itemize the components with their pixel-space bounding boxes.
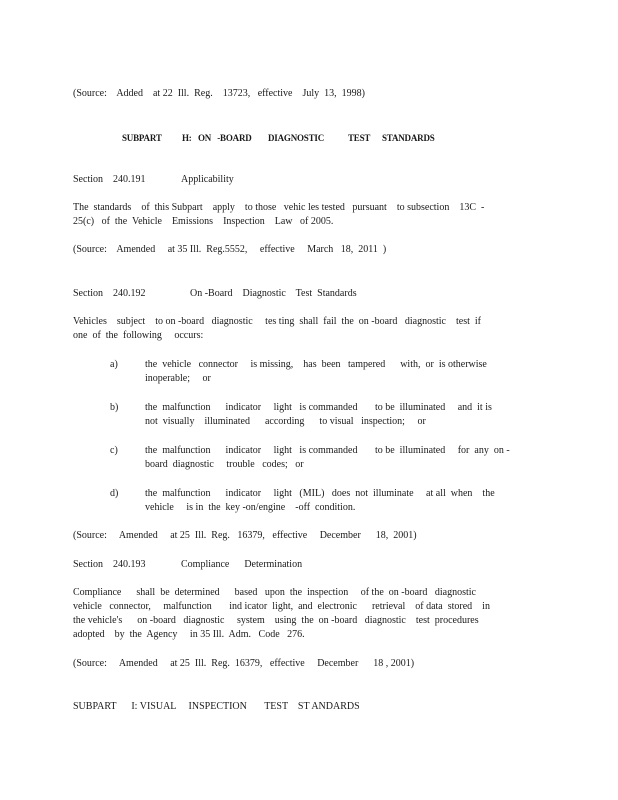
section-title: On -Board Diagnostic Test Standards [190, 288, 357, 299]
list-item-label: a) [110, 359, 118, 370]
source-note-subpart-g: (Source: Added at 22 Ill. Reg. 13723, effective July 13, 1998) [73, 88, 365, 99]
list-item-line: inoperable; or [145, 373, 211, 384]
list-item-line: the malfunction indicator light is commanded to be illuminated for any on - [145, 445, 510, 456]
subpart-h-word: STANDARDS [382, 133, 435, 143]
paragraph-line: the vehicle's on -board diagnostic system using the on -board diagnostic test procedures [73, 615, 479, 626]
section-title: Applicability [181, 174, 234, 185]
paragraph-line: Compliance shall be determined based upon the inspection of the on -board diagnostic [73, 587, 476, 598]
paragraph-line: Vehicles subject to on -board diagnostic tes ting shall fail the on -board diagnostic test if [73, 316, 481, 327]
source-note: (Source: Amended at 35 Ill. Reg.5552, effective March 18, 2011 ) [73, 244, 387, 255]
paragraph-line: vehicle connector, malfunction ind icator light, and electronic retrieval of data stored in [73, 601, 490, 612]
subpart-h-letter: H: [182, 133, 192, 143]
section-number: Section 240.193 [73, 559, 146, 570]
paragraph-line: adopted by the Agency in 35 Ill. Adm. Code 276. [73, 629, 305, 640]
paragraph-line: The standards of this Subpart apply to those vehic les tested pursuant to subsection 13C - [73, 202, 485, 213]
subpart-h-word: TEST [348, 133, 371, 143]
list-item-line: board diagnostic trouble codes; or [145, 459, 304, 470]
subpart-h-word: ON -BOARD [198, 133, 252, 143]
list-item-label: d) [110, 488, 119, 499]
list-item-label: b) [110, 402, 119, 413]
subpart-h-word: DIAGNOSTIC [268, 133, 325, 143]
source-note: (Source: Amended at 25 Ill. Reg. 16379, effective December 18 , 2001) [73, 658, 415, 669]
section-number: Section 240.191 [73, 174, 146, 185]
list-item-line: not visually illuminated according to visual inspection; or [145, 416, 426, 427]
list-item-line: the malfunction indicator light (MIL) does not illuminate at all when the [145, 488, 495, 499]
source-note: (Source: Amended at 25 Ill. Reg. 16379, effective December 18, 2001) [73, 530, 417, 541]
section-number: Section 240.192 [73, 288, 146, 299]
list-item-label: c) [110, 445, 118, 456]
list-item-line: vehicle is in the key -on/engine -off condition. [145, 502, 356, 513]
section-title: Compliance Determination [181, 559, 303, 570]
subpart-i-heading: SUBPART I: VISUAL INSPECTION TEST ST ANDARDS [73, 701, 360, 712]
paragraph-line: 25(c) of the Vehicle Emissions Inspection Law of 2005. [73, 216, 334, 227]
list-item-line: the malfunction indicator light is commanded to be illuminated and it is [145, 402, 492, 413]
list-item-line: the vehicle connector is missing, has been tampered with, or is otherwise [145, 359, 487, 370]
paragraph-line: one of the following occurs: [73, 330, 204, 341]
subpart-h-label: SUBPART [122, 133, 162, 143]
